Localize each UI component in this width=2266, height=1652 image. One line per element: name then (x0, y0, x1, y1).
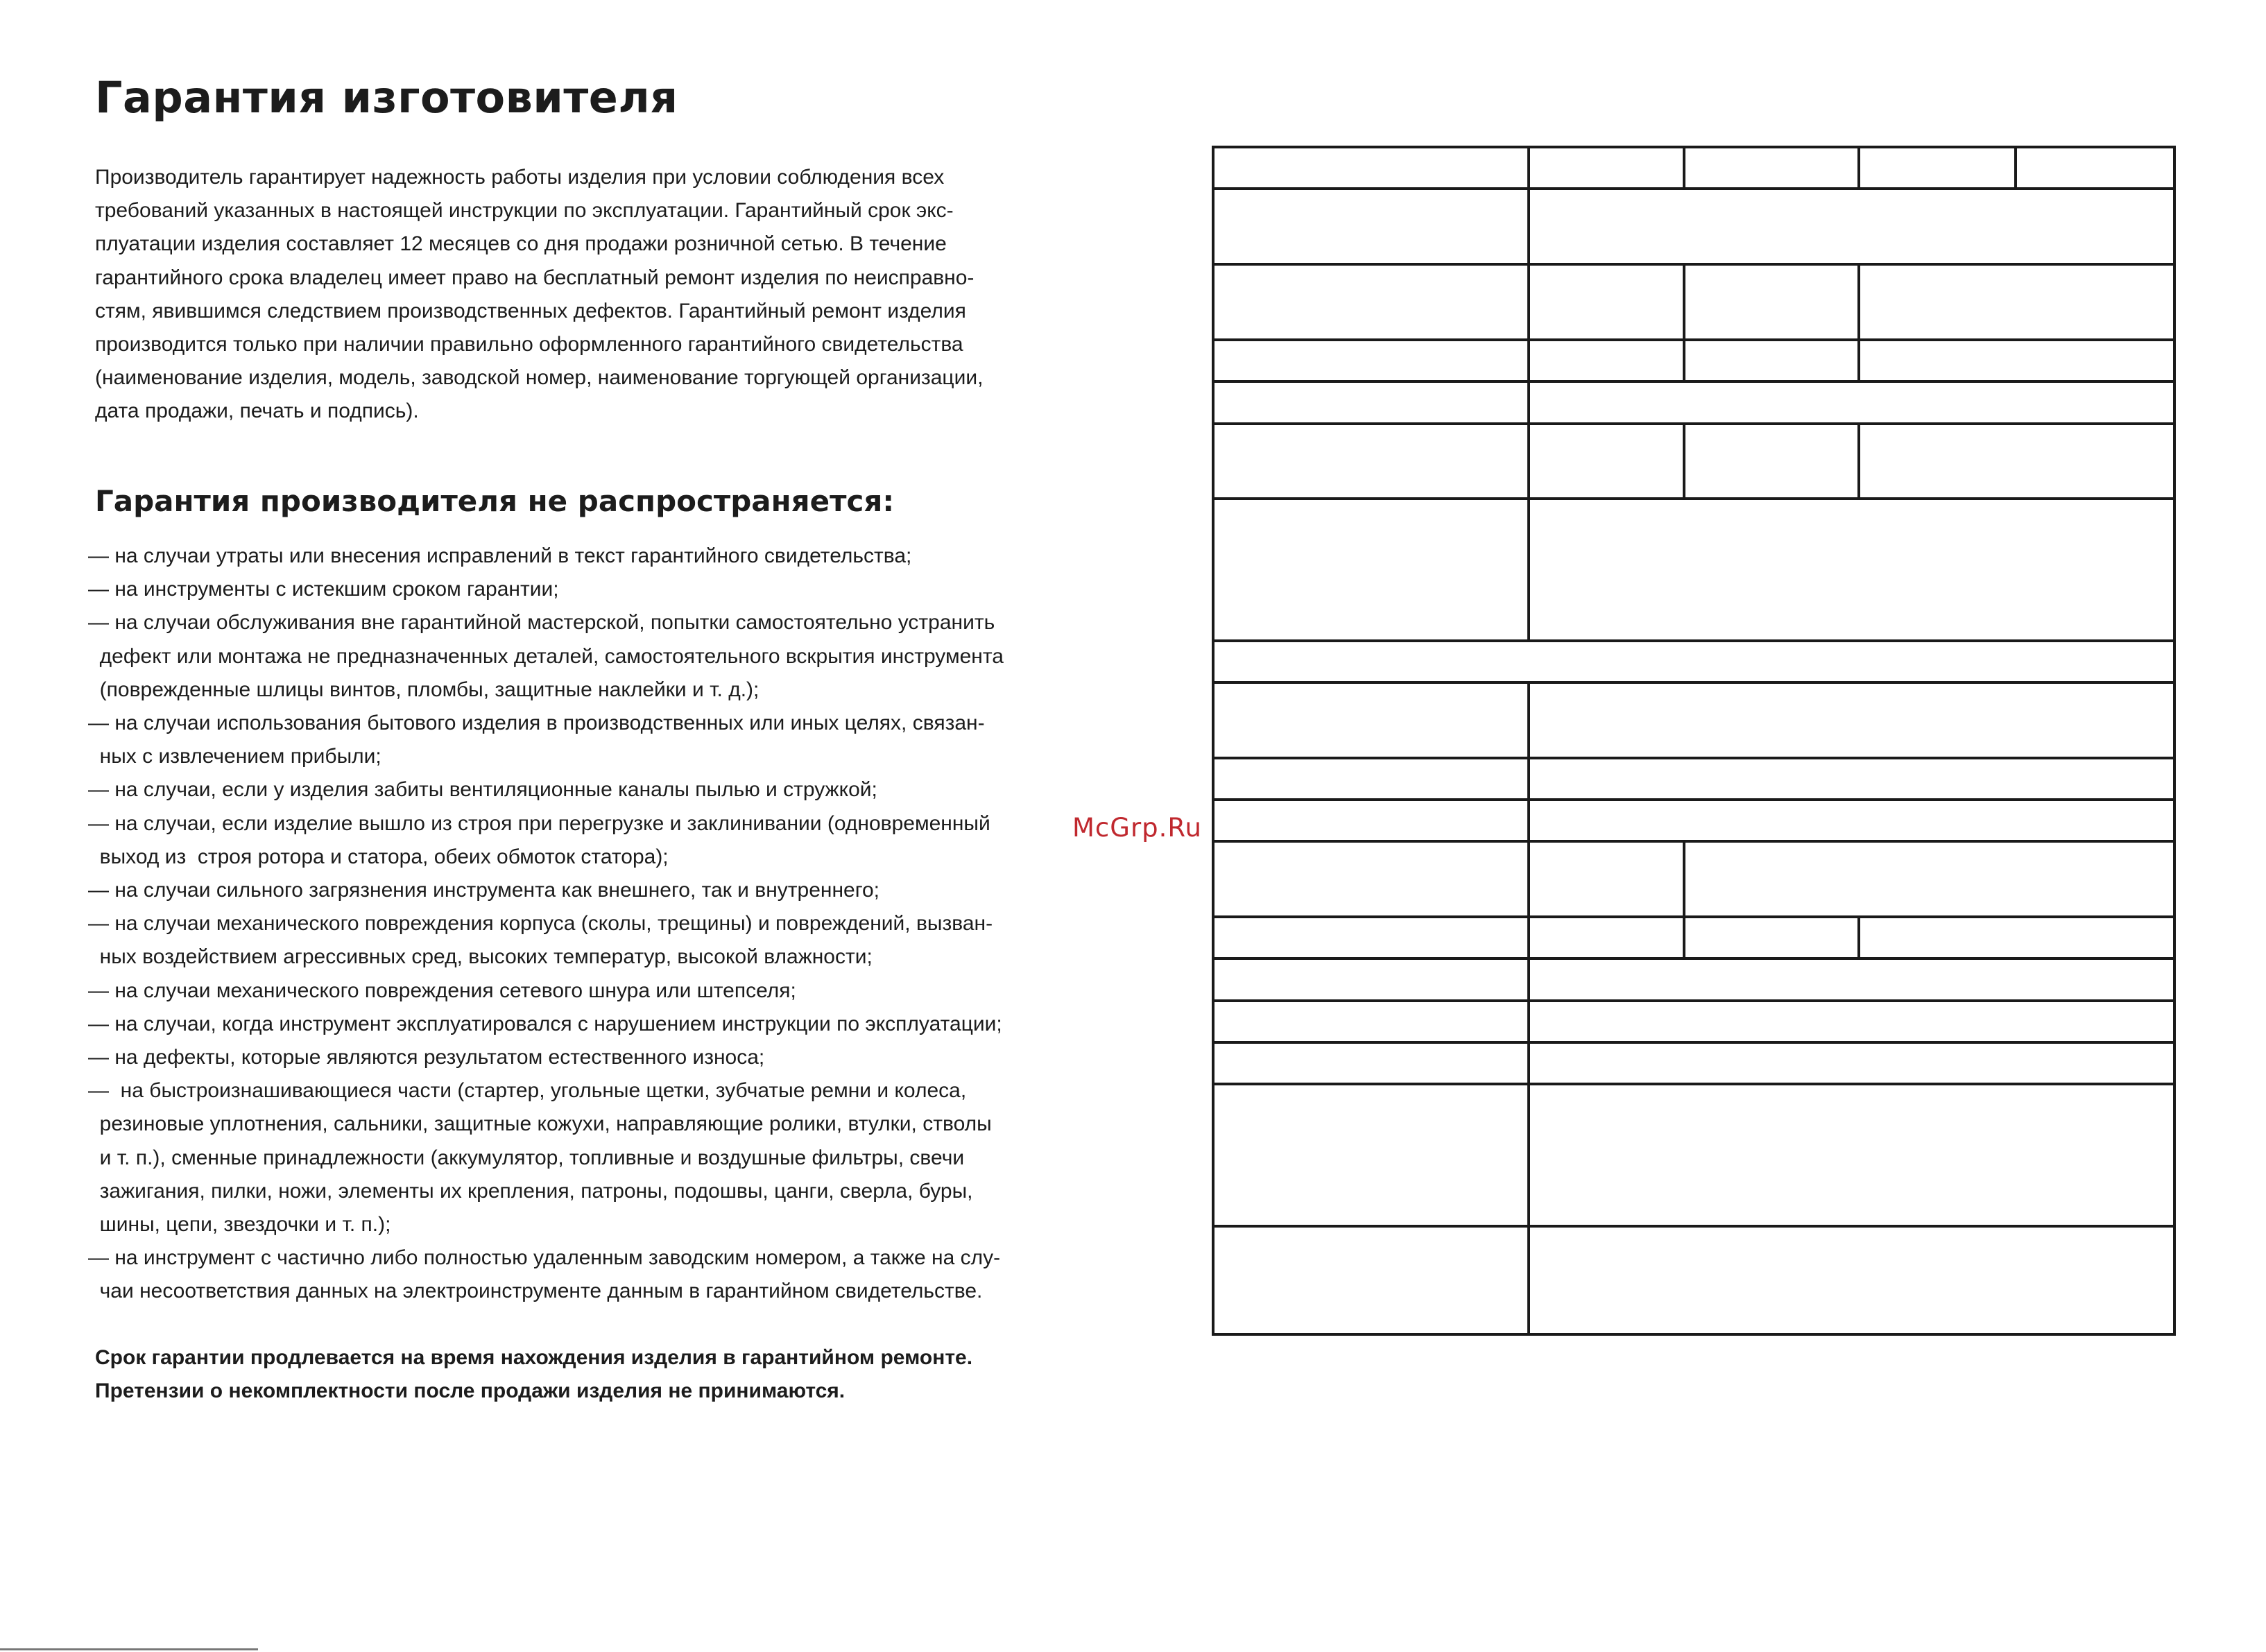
note-line: Претензии о некомплектности после продажи изделия не принимаются. (95, 1379, 846, 1402)
page-title: Гарантия изготовителя (95, 72, 678, 123)
exclusion-line: (поврежденные шлицы винтов, пломбы, защитные наклейки и т. д.); (88, 678, 759, 701)
exclusion-line: зажигания, пилки, ножи, элементы их крепления, патроны, подошвы, цанги, сверла, буры, (88, 1179, 973, 1203)
exclusion-line: чаи несоответствия данных на электроинструменте данным в гарантийном свидетельстве. (88, 1280, 983, 1303)
intro-line: (наименование изделия, модель, заводской номер, наименование торгующей организации, (95, 366, 984, 390)
intro-line: стям, явившимся следствием производственных дефектов. Гарантийный ремонт изделия (95, 299, 966, 322)
exclusion-line: — на случаи использования бытового изделия в производственных или иных целях, связан- (88, 712, 985, 735)
exclusion-line: дефект или монтажа не предназначенных деталей, самостоятельного вскрытия инструмента (88, 644, 1004, 668)
exclusion-line: — на быстроизнашивающиеся части (стартер, угольные щетки, зубчатые ремни и колеса, (88, 1079, 967, 1103)
exclusion-line: — на случаи механического повреждения корпуса (сколы, трещины) и повреждений, вызван- (88, 912, 993, 936)
note-line: Срок гарантии продлевается на время нахождения изделия в гарантийном ремонте. (95, 1346, 973, 1369)
exclusion-line: — на случаи, когда инструмент эксплуатировался с нарушением инструкции по эксплуатации; (88, 1012, 1002, 1035)
exclusion-line: — на дефекты, которые являются результатом естественного износа; (88, 1046, 765, 1069)
exclusion-line: ных с извлечением прибыли; (88, 745, 381, 768)
exclusion-line: выход из строя ротора и статора, обеих обмоток статора); (88, 845, 669, 868)
watermark-text: McGrp.Ru (1072, 813, 1202, 843)
exclusion-line: резиновые уплотнения, сальники, защитные кожухи, направляющие ролики, втулки, стволы (88, 1112, 992, 1136)
exclusion-line: — на случаи, если у изделия забиты вентиляционные каналы пылью и стружкой; (88, 778, 877, 802)
intro-line: требований указанных в настоящей инструкции по эксплуатации. Гарантийный срок экс- (95, 199, 954, 223)
exclusion-line: шины, цепи, звездочки и т. п.); (88, 1213, 391, 1237)
intro-line: производится только при наличии правильно оформленного гарантийного свидетельства (95, 333, 963, 356)
exclusion-line: и т. п.), сменные принадлежности (аккумулятор, топливные и воздушные фильтры, свечи (88, 1146, 965, 1169)
exclusion-line: ных воздействием агрессивных сред, высоких температур, высокой влажности; (88, 945, 873, 969)
intro-line: гарантийного срока владелец имеет право на бесплатный ремонт изделия по неисправно- (95, 266, 975, 289)
intro-line: плуатации изделия составляет 12 месяцев со дня продажи розничной сетью. В течение (95, 232, 947, 256)
intro-line: Производитель гарантирует надежность работы изделия при условии соблюдения всех (95, 166, 945, 189)
exclusion-line: — на случаи утраты или внесения исправлений в текст гарантийного свидетельства; (88, 544, 912, 567)
exclusion-line: — на случаи механического повреждения сетевого шнура или штепселя; (88, 979, 796, 1002)
intro-line: дата продажи, печать и подпись). (95, 399, 419, 423)
exclusion-line: — на случаи сильного загрязнения инструмента как внешнего, так и внутреннего; (88, 879, 879, 902)
exclusion-line: — на случаи, если изделие вышло из строя при перегрузке и заклинивании (одновременный (88, 811, 990, 835)
exclusion-line: — на случаи обслуживания вне гарантийной мастерской, попытки самостоятельно устранить (88, 611, 995, 635)
exclusions-title: Гарантия производителя не распространяется: (95, 484, 895, 518)
exclusion-line: — на инструменты с истекшим сроком гарантии; (88, 578, 559, 601)
exclusion-line: — на инструмент с частично либо полностью удаленным заводским номером, а также на слу- (88, 1246, 1001, 1270)
